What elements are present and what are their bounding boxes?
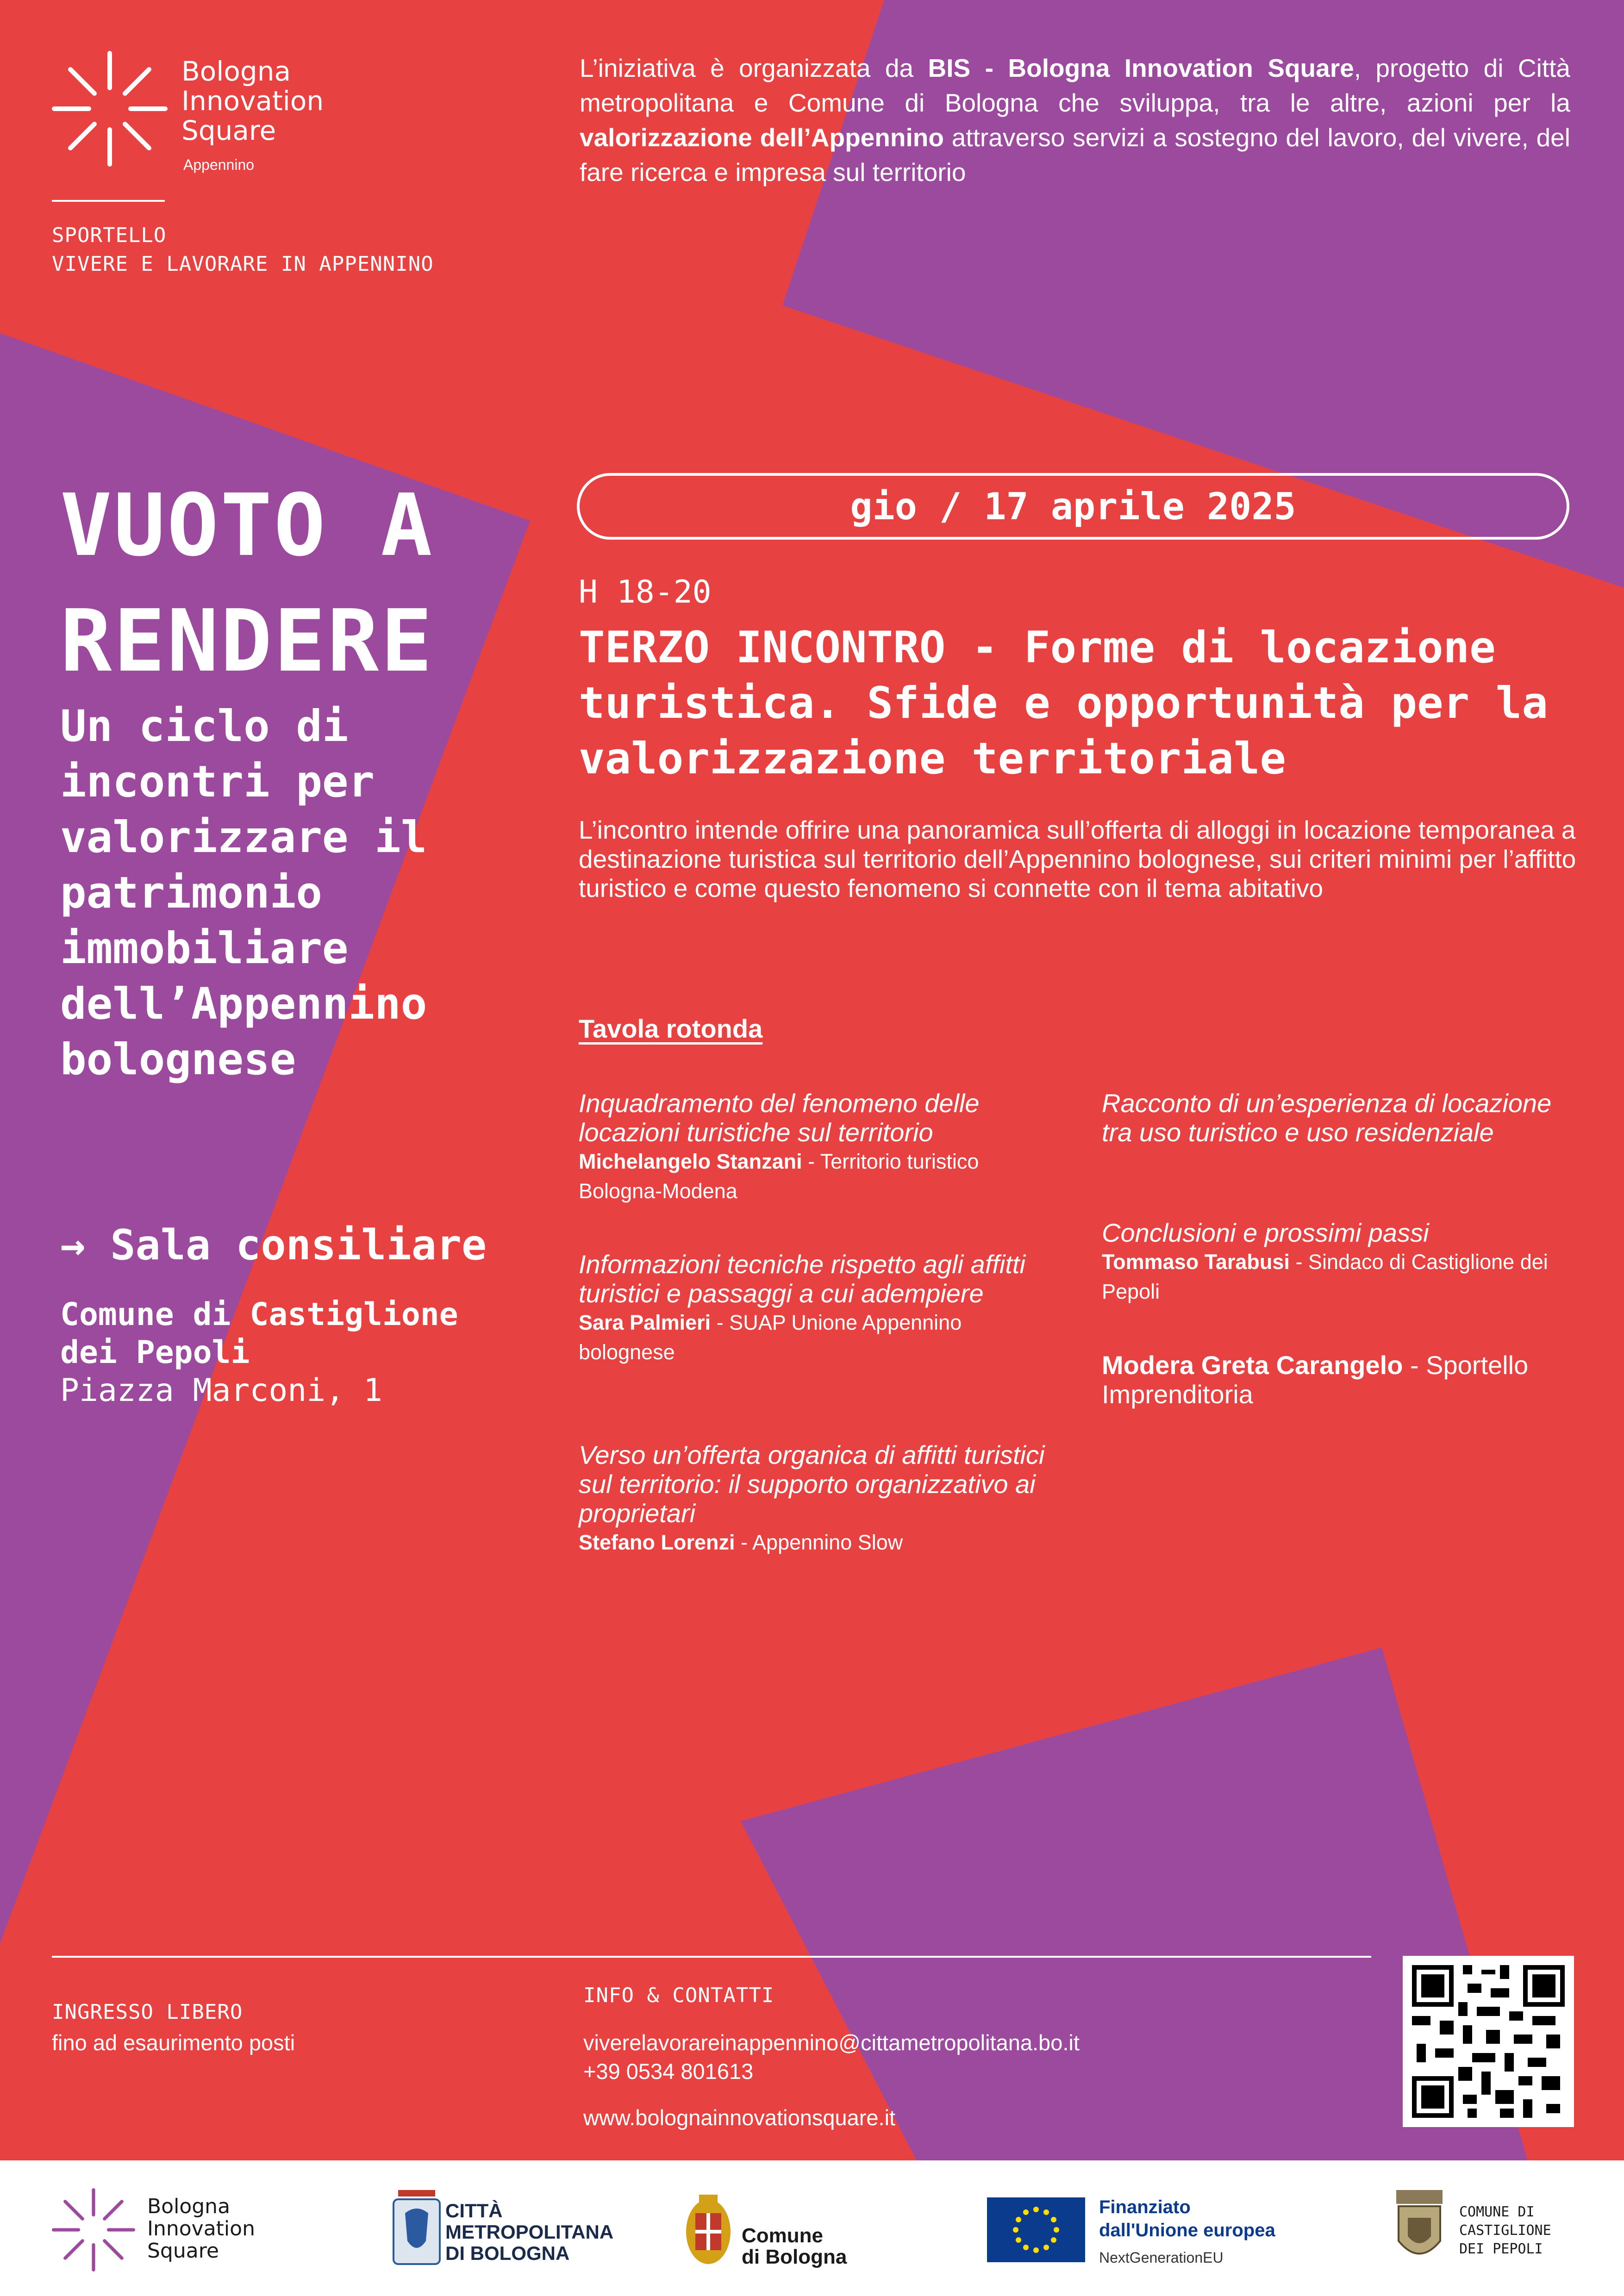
website-link[interactable]: www.bolognainnovationsquare.it — [583, 2105, 896, 2130]
castiglione-logo-text — [1459, 2203, 1551, 2259]
venue-line-1: Comune di Castiglione — [60, 1296, 458, 1333]
venue-room: Sala consiliare — [110, 1221, 487, 1269]
castiglione-line-1: COMUNE DI — [1459, 2204, 1535, 2220]
comune-bologna-crest-icon — [681, 2185, 736, 2269]
intro-text-2: , progetto di Città metropolitana e Comune di Bologna che sviluppa, tra le altre, azioni per la — [580, 54, 1570, 117]
comune-bologna-logo-text — [742, 2225, 847, 2268]
speaker-role: - Sindaco di Castiglione dei Pepoli — [1102, 1250, 1548, 1303]
citta-line-3: DI BOLOGNA — [445, 2242, 570, 2264]
castiglione-line-3: DEI PEPOLI — [1459, 2241, 1543, 2257]
citta-line-1: CITTÀ — [445, 2200, 503, 2221]
talk-item — [579, 1250, 1060, 1367]
divider — [52, 200, 165, 202]
bis-line-2: Innovation — [147, 2217, 255, 2240]
event-title: TERZO INCONTRO - Forme di locazione turistica. Sfide e opportunità per la valorizzazione territoriale — [579, 622, 1548, 784]
talk-title: Inquadramento del fenomeno delle locazioni turistiche sul territorio — [579, 1089, 980, 1147]
talk-speaker — [579, 1528, 1060, 1557]
citta-line-2: METROPOLITANA — [445, 2221, 614, 2243]
main-title — [60, 467, 523, 699]
sportello-label — [52, 221, 434, 279]
eu-line-2: dall'Unione europea — [1099, 2220, 1275, 2240]
moderator-name: Modera Greta Carangelo — [1102, 1350, 1403, 1380]
talk-speaker — [579, 1147, 1060, 1206]
intro-text-1: L’iniziativa è organizzata da — [580, 54, 928, 82]
bis-logo-text — [147, 2196, 255, 2262]
eu-line-1: Finanziato — [1099, 2197, 1191, 2217]
brand-name — [181, 56, 324, 145]
talk-title: Informazioni tecniche rispetto agli affitti turistici e passaggi a cui adempiere — [579, 1250, 1025, 1308]
comune-line-2: di Bologna — [742, 2246, 847, 2268]
sportello-line-1: SPORTELLO — [52, 224, 167, 247]
intro-paragraph — [580, 51, 1570, 190]
intro-bold-1: BIS - Bologna Innovation Square — [928, 54, 1354, 82]
brand-line-2: Innovation — [181, 85, 324, 117]
intro-text-3: attraverso servizi a sostegno del lavoro, del vivere, del fare ricerca e impresa sul territorio — [580, 123, 1570, 187]
venue-line-2: dei Pepoli — [60, 1334, 250, 1371]
contact-phone-link[interactable]: +39 0534 801613 — [583, 2059, 754, 2084]
talk-item — [579, 1440, 1060, 1557]
event-description: L’incontro intende offrire una panoramica sull’offerta di alloggi in locazione temporanea a destinazione turistica sul territorio dell’Appennino bolognese, sui criteri minimi per l’affitto turistico e come questo fenomeno si connette con il tema abitativo — [579, 815, 1576, 902]
eu-flag-icon — [987, 2197, 1085, 2262]
info-contacts-label: INFO & CONTATTI — [583, 1984, 775, 2007]
title-line-2: RENDERE — [60, 591, 434, 691]
sportello-line-2: VIVERE E LAVORARE IN APPENNINO — [52, 252, 434, 276]
speaker-name: Sara Palmieri — [579, 1311, 711, 1334]
venue-label — [60, 1220, 487, 1271]
eu-funding-label — [1099, 2196, 1275, 2242]
event-hours: H 18-20 — [579, 574, 712, 610]
talk-speaker — [579, 1308, 1060, 1367]
brand-subtitle: Appennino — [183, 156, 255, 173]
talk-title: Conclusioni e prossimi passi — [1102, 1218, 1429, 1247]
citta-metropolitana-logo-text — [445, 2200, 613, 2264]
speaker-name: Stefano Lorenzi — [579, 1531, 735, 1554]
intro-bold-2: valorizzazione dell’Appennino — [580, 123, 944, 152]
comune-line-1: Comune — [742, 2224, 823, 2247]
round-table-label: Tavola rotonda — [579, 1014, 763, 1043]
arrow-right-icon: → — [60, 1221, 86, 1269]
free-entry-label: INGRESSO LIBERO — [52, 2000, 243, 2024]
bis-line-1: Bologna — [147, 2195, 231, 2218]
venue-address: Piazza Marconi, 1 — [60, 1372, 382, 1409]
bis-line-3: Square — [147, 2239, 219, 2263]
speaker-role: - Appennino Slow — [735, 1531, 903, 1554]
speaker-name: Tommaso Tarabusi — [1102, 1250, 1290, 1274]
talk-title: Racconto di un’esperienza di locazione tra uso turistico e uso residenziale — [1102, 1089, 1552, 1147]
castiglione-crest-icon — [1387, 2185, 1452, 2269]
bis-star-logo-icon — [52, 51, 168, 167]
talk-speaker — [1102, 1247, 1583, 1307]
seats-note: fino ad esaurimento posti — [52, 2030, 295, 2055]
qr-code-icon[interactable] — [1403, 1956, 1574, 2127]
speaker-role: - Territorio turistico Bologna-Modena — [579, 1150, 979, 1203]
subtitle: Un ciclo di incontri per valorizzare il patrimonio immobiliare dell’Appennino bolognese — [60, 701, 427, 1085]
bis-star-logo-icon — [52, 2188, 135, 2271]
venue-name — [60, 1296, 458, 1372]
contact-email-link[interactable]: viverelavorareinappennino@cittametropolitana.bo.it — [583, 2030, 1080, 2055]
next-generation-eu-label: NextGenerationEU — [1099, 2249, 1224, 2266]
castiglione-line-2: CASTIGLIONE — [1459, 2222, 1551, 2239]
talk-item — [579, 1089, 1060, 1206]
brand-line-1: Bologna — [181, 56, 291, 87]
moderator-role: - Sportello Imprenditoria — [1102, 1350, 1529, 1409]
moderator — [1102, 1350, 1583, 1409]
citta-metropolitana-crest-icon — [389, 2185, 444, 2269]
title-line-1: VUOTO A — [60, 475, 434, 575]
brand-line-3: Square — [181, 115, 276, 146]
speaker-role: - SUAP Unione Appennino bolognese — [579, 1311, 962, 1364]
talk-title: Verso un’offerta organica di affitti turistici sul territorio: il supporto organizzativo ai proprietari — [579, 1440, 1045, 1528]
talk-item — [1102, 1218, 1583, 1307]
event-date: gio / 17 aprile 2025 — [577, 473, 1569, 540]
talk-item — [1102, 1089, 1583, 1147]
speaker-name: Michelangelo Stanzani — [579, 1150, 802, 1173]
divider — [52, 1956, 1371, 1958]
